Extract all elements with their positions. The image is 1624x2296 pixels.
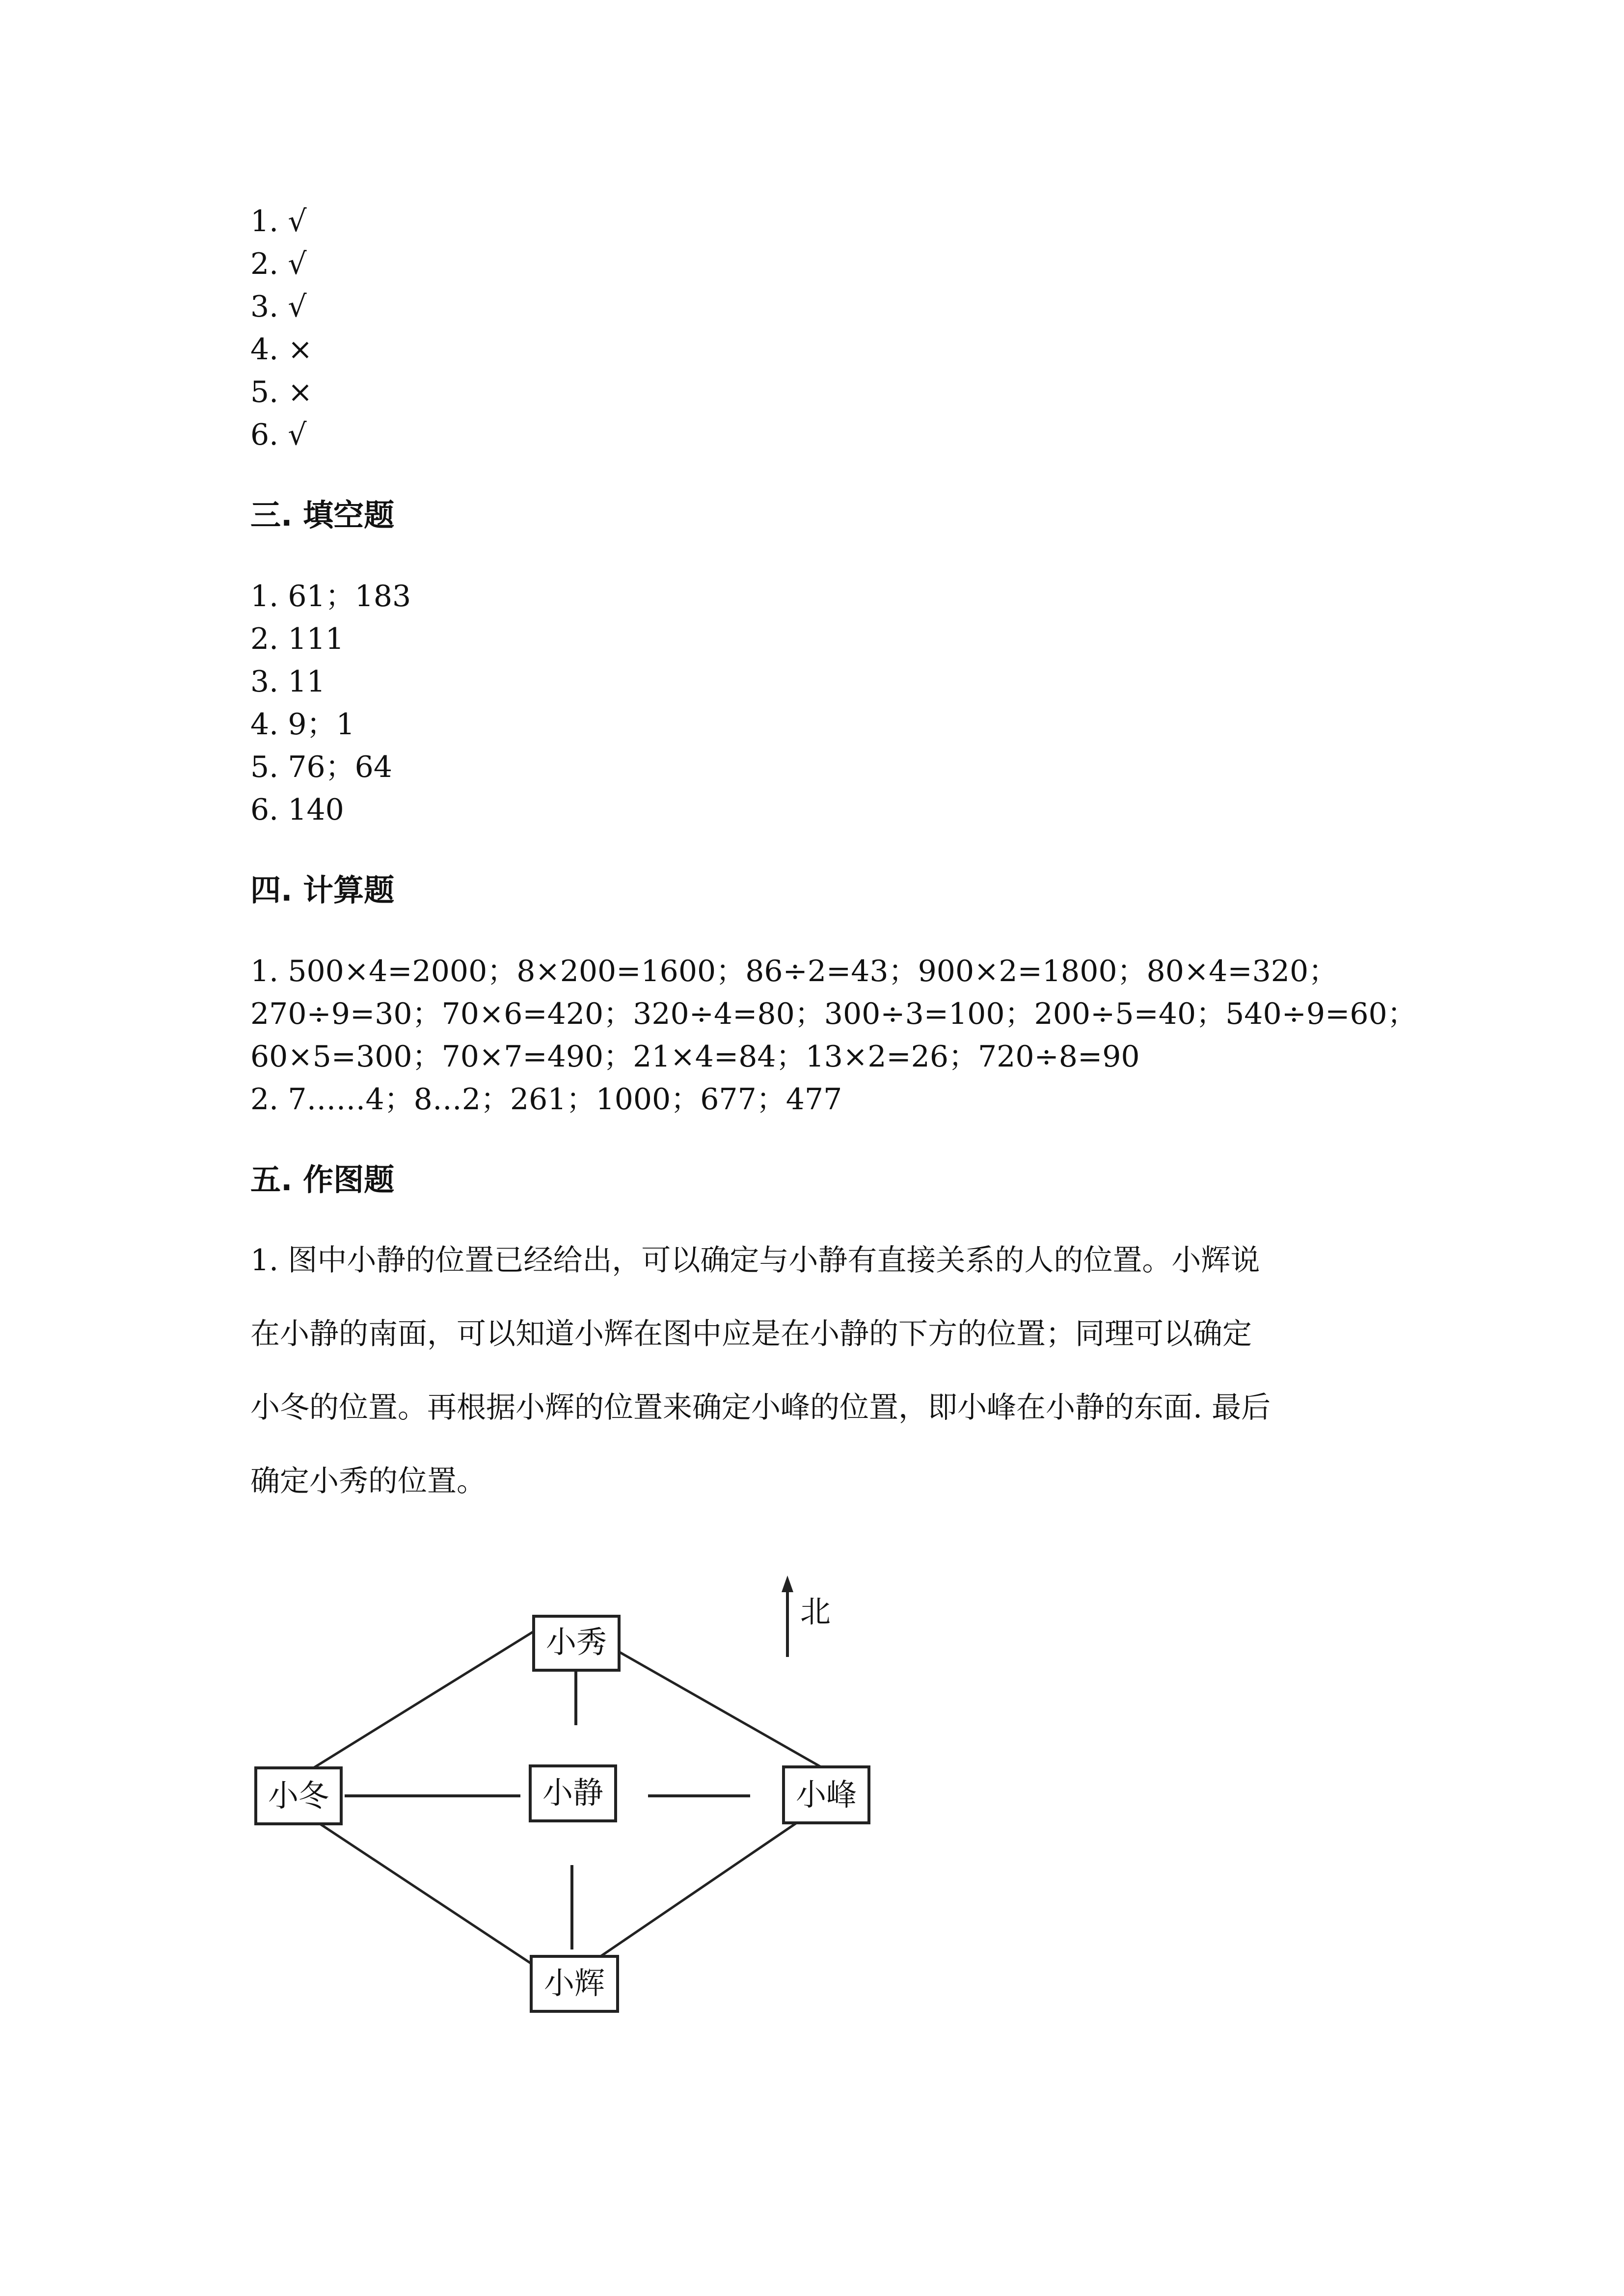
node-north-label: 小秀 — [545, 1624, 607, 1660]
judgement-item-6: 6. √ — [250, 418, 307, 452]
section-title-calculation: 四. 计算题 — [250, 872, 395, 908]
calculation-line-2: 270÷9=30；70×6=420；320÷4=80；300÷3=100；200÷5=40；540÷9=60； — [250, 997, 1417, 1031]
drawing-explanation-line-4: 确定小秀的位置。 — [250, 1464, 486, 1498]
north-arrow-head-icon — [782, 1575, 793, 1592]
calculation-line-4: 2. 7……4；8…2；261；1000；677；477 — [250, 1082, 842, 1117]
section-title-drawing: 五. 作图题 — [250, 1162, 395, 1198]
node-east — [784, 1767, 869, 1823]
north-arrow-label: 北 — [800, 1594, 831, 1629]
drawing-explanation-line-2: 在小静的南面，可以知道小辉在图中应是在小静的下方的位置；同理可以确定 — [250, 1317, 1252, 1351]
judgement-item-4: 4. × — [250, 332, 313, 367]
fill-blank-item-3: 3. 11 — [250, 665, 325, 699]
node-center-label: 小静 — [542, 1775, 604, 1811]
section-title-fill-blank: 三. 填空题 — [250, 497, 395, 533]
judgement-item-1: 1. √ — [250, 204, 307, 239]
node-north — [534, 1616, 619, 1670]
node-west — [256, 1768, 341, 1824]
drawing-explanation-line-1: 1. 图中小静的位置已经给出，可以确定与小静有直接关系的人的位置。小辉说 — [250, 1243, 1260, 1278]
position-diagram-svg — [245, 1561, 884, 2032]
edge-west-south — [286, 1801, 534, 1965]
node-south — [531, 1956, 618, 2011]
north-arrow — [782, 1575, 831, 1657]
node-west-label: 小冬 — [268, 1778, 329, 1814]
node-center — [530, 1766, 616, 1821]
calculation-line-1: 1. 500×4=2000；8×200=1600；86÷2=43；900×2=1800；80×4=320； — [250, 954, 1338, 988]
edge-north-east — [583, 1631, 836, 1775]
judgement-item-5: 5. × — [250, 375, 313, 409]
node-east-label: 小峰 — [795, 1777, 857, 1813]
position-diagram — [245, 1561, 884, 2032]
edge-west-north — [286, 1631, 534, 1785]
fill-blank-item-6: 6. 140 — [250, 793, 344, 827]
calculation-line-3: 60×5=300；70×7=490；21×4=84；13×2=26；720÷8=90 — [250, 1040, 1140, 1074]
fill-blank-item-1: 1. 61；183 — [250, 579, 411, 614]
node-south-label: 小辉 — [543, 1965, 605, 2001]
fill-blank-item-5: 5. 76；64 — [250, 750, 393, 784]
fill-blank-item-4: 4. 9；1 — [250, 707, 355, 742]
drawing-explanation-line-3: 小冬的位置。再根据小辉的位置来确定小峰的位置，即小峰在小静的东面. 最后 — [250, 1390, 1271, 1425]
judgement-item-2: 2. √ — [250, 247, 307, 281]
judgement-item-3: 3. √ — [250, 290, 307, 324]
fill-blank-item-2: 2. 111 — [250, 622, 344, 656]
